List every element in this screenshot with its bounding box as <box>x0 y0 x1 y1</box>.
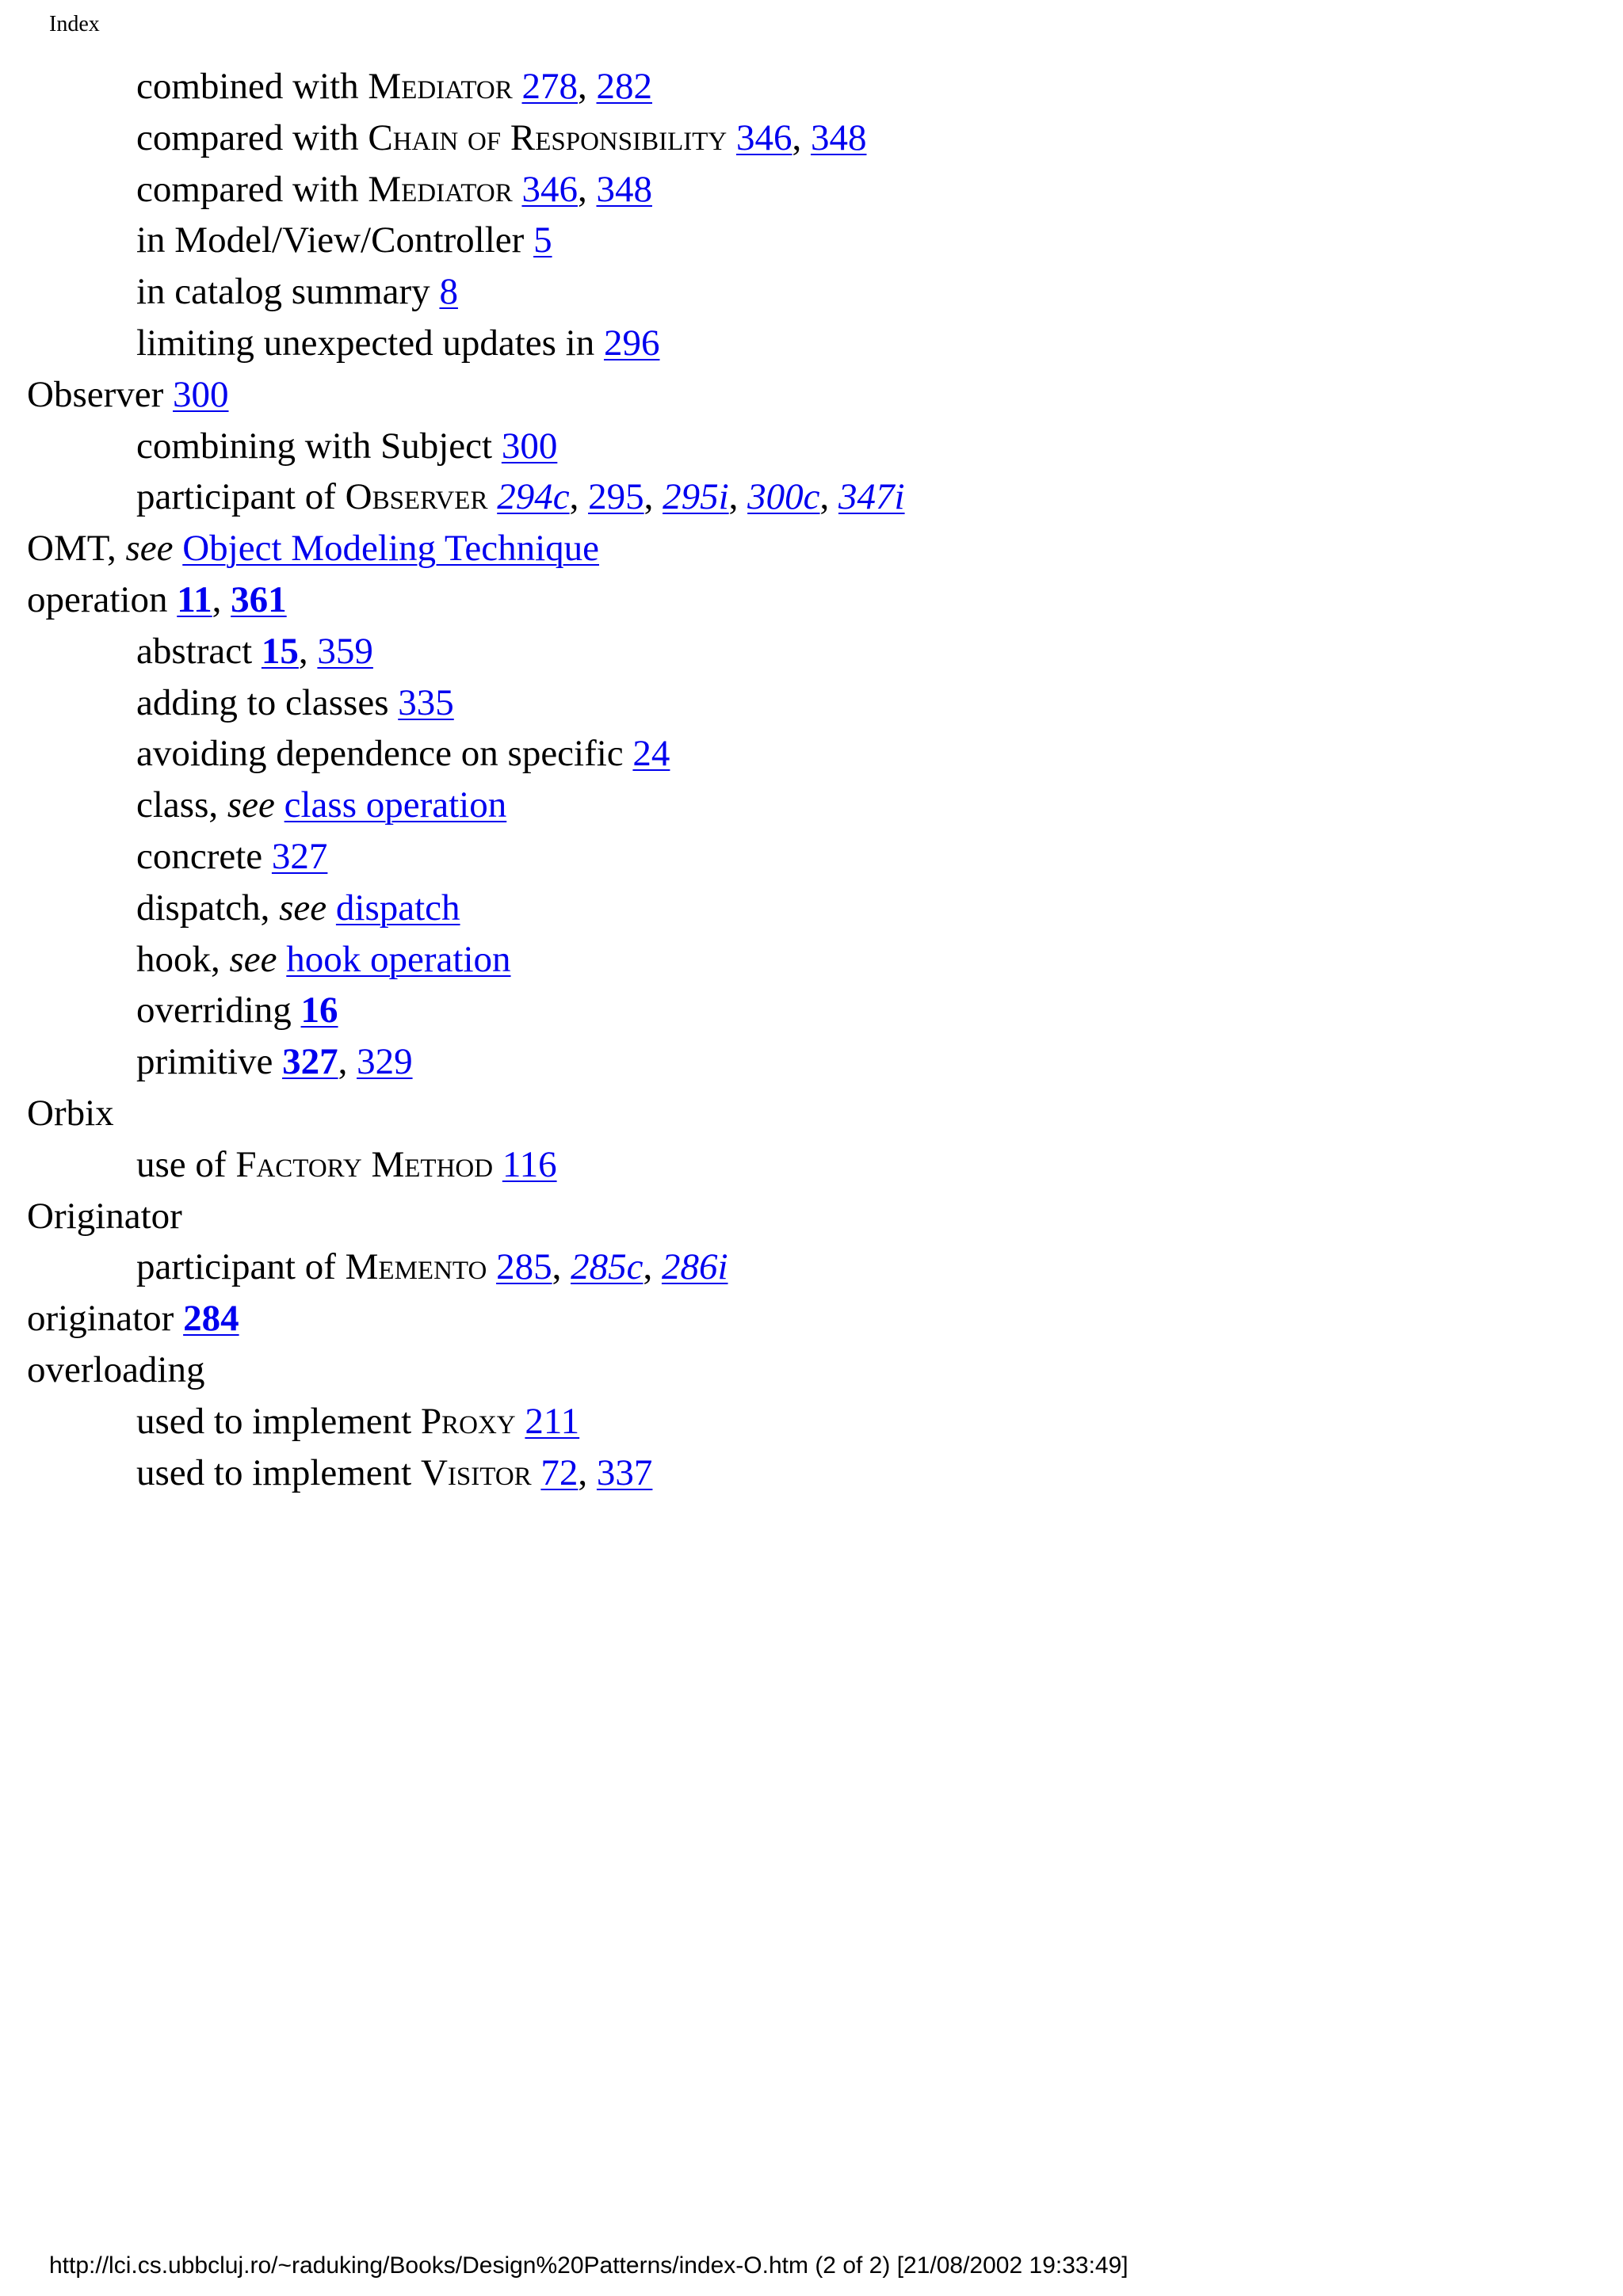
index-entry <box>27 1348 1533 1400</box>
index-subentry <box>27 168 1533 219</box>
page-reference-link[interactable]: 295 <box>588 476 644 518</box>
entry-text <box>173 528 182 569</box>
index-subentry <box>27 65 1533 116</box>
entry-text <box>513 66 522 107</box>
entry-text: dispatch, <box>136 887 280 929</box>
index-entry <box>27 1297 1533 1348</box>
pattern-name: Chain of Responsibility <box>368 116 727 158</box>
index-subentry <box>27 1040 1533 1092</box>
see-reference-label: see <box>229 938 277 980</box>
index-entry <box>27 578 1533 630</box>
entry-text: in catalog summary <box>136 271 440 313</box>
page-reference-link[interactable]: 284 <box>183 1298 239 1340</box>
index-subentry <box>27 322 1533 373</box>
pattern-name: Mediator <box>368 66 513 107</box>
entry-text: overriding <box>136 990 301 1032</box>
index-subentry <box>27 1451 1533 1503</box>
entry-text: use of <box>136 1143 236 1185</box>
page-reference-link[interactable]: 361 <box>231 578 287 620</box>
page-reference-link[interactable]: 24 <box>632 733 670 775</box>
page-reference-link[interactable]: 300c <box>747 476 820 518</box>
entry-text: limiting unexpected updates in <box>136 322 604 364</box>
entry-text: primitive <box>136 1041 283 1083</box>
pattern-name: Observer <box>345 476 488 518</box>
entry-text: operation <box>27 578 178 620</box>
page-reference-link[interactable]: 335 <box>398 681 454 723</box>
page-reference-link[interactable]: 327 <box>271 835 328 877</box>
index-subentry <box>27 1143 1533 1195</box>
entry-text <box>275 784 285 826</box>
entry-text: adding to classes <box>136 681 399 723</box>
entry-text: , <box>819 476 839 518</box>
entry-text <box>727 117 736 158</box>
page-reference-link[interactable]: 5 <box>533 219 552 261</box>
index-subentry <box>27 887 1533 938</box>
page-header-title: Index <box>49 12 100 36</box>
entry-text: avoiding dependence on specific <box>136 733 633 775</box>
entry-text: , <box>792 116 811 158</box>
index-subentry <box>27 1400 1533 1451</box>
entry-text: , <box>643 476 663 518</box>
index-entry <box>27 527 1533 578</box>
entry-text: combined with <box>136 66 369 107</box>
entry-text: originator <box>27 1298 184 1340</box>
index-subentry <box>27 732 1533 784</box>
entry-text: , <box>577 168 597 210</box>
entry-text: , <box>569 476 589 518</box>
entry-text <box>532 1452 541 1493</box>
page-reference-link[interactable]: 329 <box>357 1041 413 1083</box>
entry-text <box>327 887 336 929</box>
see-reference-label: see <box>125 528 174 570</box>
page-reference-link[interactable]: 346 <box>735 116 792 158</box>
entry-text <box>513 169 522 210</box>
entry-text: overloading <box>27 1348 205 1390</box>
page-reference-link[interactable]: 116 <box>502 1143 557 1185</box>
entry-text: , <box>212 578 231 620</box>
entry-text: Observer <box>27 373 174 415</box>
index-subentry <box>27 681 1533 733</box>
entry-text: participant of <box>136 1246 346 1288</box>
entry-text: used to implement <box>136 1451 421 1493</box>
page-reference-link[interactable]: 359 <box>317 630 373 672</box>
see-reference-label: see <box>227 784 275 826</box>
index-entry <box>27 1195 1533 1246</box>
entry-text: class, <box>136 784 227 826</box>
page-reference-link[interactable]: 286i <box>661 1246 728 1288</box>
entry-text: in Model/View/Controller <box>136 219 534 261</box>
entry-text: , <box>728 476 748 518</box>
page-reference-link[interactable]: dispatch <box>335 887 460 929</box>
entry-text: hook, <box>136 938 230 980</box>
page-reference-link[interactable]: 337 <box>596 1451 653 1493</box>
entry-text: , <box>643 1246 662 1288</box>
entry-text <box>277 939 287 980</box>
index-entry <box>27 1092 1533 1143</box>
entry-text: participant of <box>136 476 346 518</box>
index-list <box>27 65 1533 1502</box>
entry-text: combining with Subject <box>136 425 502 467</box>
page-reference-link[interactable]: 300 <box>501 425 558 467</box>
page-reference-link[interactable]: 278 <box>521 66 579 107</box>
index-subentry <box>27 835 1533 887</box>
page-reference-link[interactable]: 327 <box>282 1041 338 1083</box>
entry-text: Originator <box>27 1195 182 1237</box>
index-subentry <box>27 219 1533 270</box>
page-reference-link[interactable]: 300 <box>173 373 229 415</box>
index-subentry <box>27 784 1533 835</box>
page-reference-link[interactable]: 294c <box>497 476 570 518</box>
page-reference-link[interactable]: 72 <box>540 1451 579 1493</box>
entry-text: compared with <box>136 116 369 158</box>
page-reference-link[interactable]: 346 <box>521 168 578 210</box>
entry-text: used to implement <box>136 1400 421 1442</box>
entry-text: abstract <box>136 630 262 672</box>
entry-text: OMT, <box>27 528 126 570</box>
entry-text: Orbix <box>27 1092 114 1134</box>
page-reference-link[interactable]: 16 <box>300 990 338 1032</box>
page-reference-link[interactable]: hook operation <box>286 938 511 980</box>
entry-text: , <box>338 1041 357 1083</box>
page-reference-link[interactable]: 211 <box>525 1400 580 1442</box>
page-reference-link[interactable]: 285c <box>571 1246 643 1288</box>
index-subentry <box>27 270 1533 322</box>
index-subentry <box>27 425 1533 476</box>
index-subentry <box>27 938 1533 990</box>
page-reference-link[interactable]: 15 <box>261 630 299 672</box>
index-entry <box>27 373 1533 425</box>
page-reference-link[interactable]: 296 <box>603 322 660 364</box>
page-reference-link[interactable]: class operation <box>284 784 507 826</box>
entry-text <box>487 476 497 517</box>
page-reference-link[interactable]: 8 <box>439 271 458 313</box>
page-footer-url: http://lci.cs.ubbcluj.ro/~raduking/Books/Design%20Patterns/index-O.htm (2 of 2) [21/08/2002 19:33:49] <box>49 2252 1128 2279</box>
entry-text <box>516 1401 525 1442</box>
pattern-name: Visitor <box>420 1451 532 1493</box>
page-reference-link[interactable]: Object Modeling Technique <box>182 528 600 570</box>
index-subentry <box>27 116 1533 168</box>
entry-text: , <box>552 1246 571 1288</box>
pattern-name: Memento <box>345 1246 487 1288</box>
entry-text: compared with <box>136 168 369 210</box>
entry-text: , <box>298 630 318 672</box>
page-reference-link[interactable]: 348 <box>596 168 652 210</box>
entry-text: , <box>578 1451 597 1493</box>
page-reference-link[interactable]: 348 <box>810 116 867 158</box>
index-subentry <box>27 475 1533 527</box>
entry-text: , <box>578 66 597 107</box>
see-reference-label: see <box>279 887 327 929</box>
page-reference-link[interactable]: 282 <box>596 66 653 107</box>
index-subentry <box>27 989 1533 1040</box>
index-subentry <box>27 630 1533 681</box>
page-reference-link[interactable]: 11 <box>177 578 212 620</box>
entry-text <box>493 1144 502 1185</box>
pattern-name: Factory Method <box>235 1143 494 1185</box>
page-reference-link[interactable]: 285 <box>496 1246 552 1288</box>
pattern-name: Proxy <box>420 1400 516 1442</box>
page-reference-link[interactable]: 347i <box>838 476 905 518</box>
entry-text: concrete <box>136 835 272 877</box>
entry-text <box>487 1246 496 1287</box>
index-subentry <box>27 1245 1533 1297</box>
page-reference-link[interactable]: 295i <box>663 476 729 518</box>
pattern-name: Mediator <box>368 168 513 210</box>
